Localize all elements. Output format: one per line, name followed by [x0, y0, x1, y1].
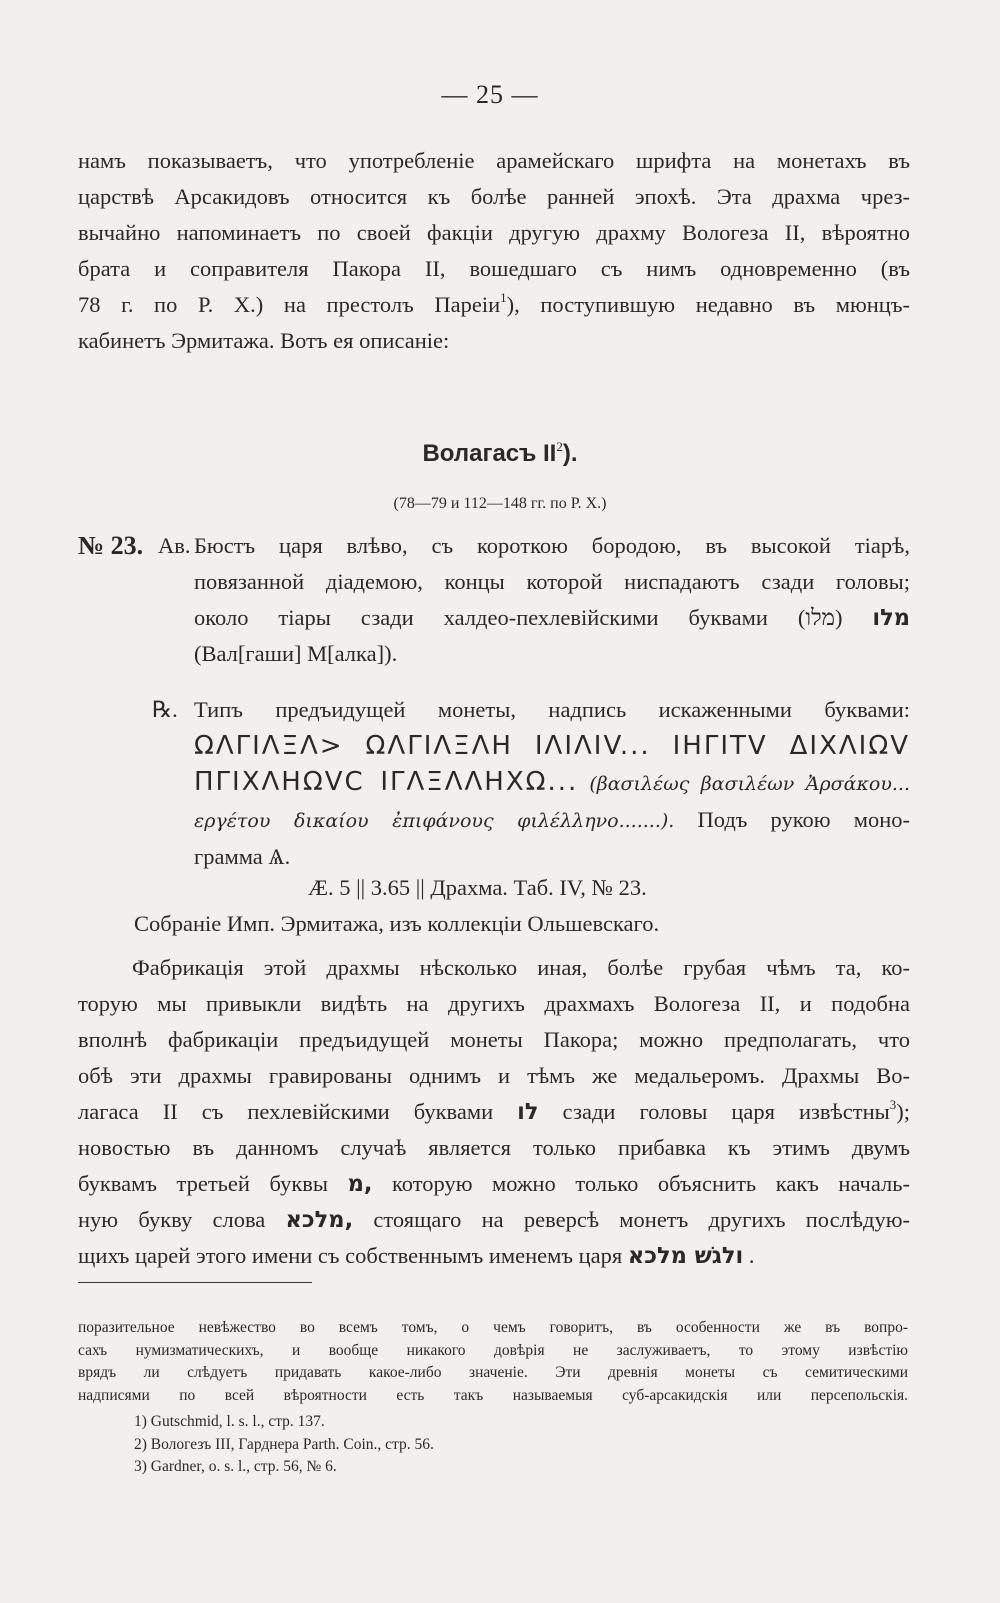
footnote-line: надписями по всей вѣроятности есть такъ называемыя суб-арсакидскія или персепольскія. — [78, 1386, 908, 1404]
heading-text: Волагасъ II — [422, 440, 557, 467]
hebrew-letters: מ, — [347, 1171, 373, 1197]
text-line: кабинетъ Эрмитажа. Вотъ ея описаніе: — [78, 328, 450, 353]
text-line: новостью въ данномъ случаѣ является только прибавка къ этимъ двумъ — [78, 1135, 910, 1160]
text-line: торую мы привыкли видѣть на другихъ драхмахъ Вологеза II, и подобна — [78, 991, 910, 1016]
footnote-item: 3) Gardner, o. s. l., стр. 56, № 6. — [134, 1458, 337, 1475]
text-segment: лагаса II съ пехлевійскими буквами — [78, 1099, 494, 1124]
text-line: Бюстъ царя влѣво, съ короткою бородою, въ высокой тіарѣ, — [194, 533, 910, 558]
text-line: вполнѣ фабрикаціи предъидущей монеты Пакора; можно предполагать, что — [78, 1027, 910, 1052]
text-line: обѣ эти драхмы гравированы однимъ и тѣмъ же медальеромъ. Драхмы Во- — [78, 1063, 910, 1088]
footnote-ref: 1 — [500, 290, 507, 305]
paragraph-1 — [78, 143, 910, 359]
footnote-line: поразительное невѣжество во всемъ томъ, о чемъ говоритъ, въ особенности же въ вопро- — [78, 1319, 908, 1336]
pehlevi-letters: מלו — [872, 605, 911, 631]
text-segment: около тіары сзади халдео-пехлевійскими буквами — [194, 605, 768, 630]
hebrew-letters: ולגשׁ מלכא — [627, 1243, 744, 1269]
text-line: вычайно напоминаетъ по своей факціи другую драхму Вологеза II, вѣроятно — [78, 220, 910, 245]
entry-number: № 23. — [78, 531, 144, 560]
paragraph-2 — [78, 950, 910, 1274]
footnote-line: врядъ ли слѣдуетъ придавать какое-либо значеніе. Эти древнія монеты съ семитическими — [78, 1364, 908, 1381]
footnote-ref: 2 — [556, 439, 563, 454]
obverse-description — [194, 528, 910, 672]
reverse-description — [194, 692, 910, 875]
text-line: намъ показываетъ, что употребленіе арамейскаго шрифта на монетахъ въ — [78, 148, 910, 173]
greek-legend-line: ΩΛΓΙΛΞΛ> ΩΛΓΙΛΞΛΗ ΙΛΙΛΙV... ΙΗΓΙΤV ΔΙΧΛΙΩV — [194, 731, 910, 761]
greek-transcription: (βασιλέως βασιλέων Ἀρσάκου... — [589, 773, 911, 795]
greek-transcription: εργέτου δικαίου ἐπιφάνους φιλέλληνο.......). — [194, 810, 675, 832]
hebrew-letters: (מלו) — [797, 605, 843, 630]
text-segment: сзади головы царя извѣстны — [562, 1099, 890, 1124]
text-line — [194, 764, 910, 802]
text-segment: которую можно только объяснить какъ началь- — [391, 1171, 911, 1196]
text-line: Типъ предъидущей монеты, надпись искаженными буквами: — [194, 697, 910, 722]
text-line: (Вал[гаши] М[алка]). — [194, 641, 398, 666]
text-line: брата и соправителя Пакора II, вошедшаго съ нимъ одновременно (въ — [78, 256, 910, 281]
monogram: Ѧ. — [268, 844, 291, 869]
reverse-mark: ℞. — [152, 697, 178, 722]
text-segment: буквамъ третьей буквы — [78, 1171, 329, 1196]
date-range: (78—79 и 112—148 гг. по Р. Х.) — [393, 495, 607, 512]
greek-legend: ΠΓΙΧΛΗΩVC ΙΓΛΞΛΛΗΧΩ... — [194, 767, 579, 797]
text-segment: ); — [896, 1099, 910, 1124]
text-segment: щихъ царей этого имени съ собственнымъ именемъ царя — [78, 1243, 623, 1268]
text-line — [78, 1202, 910, 1238]
text-segment: стоящаго на реверсѣ монетъ другихъ послѣдую- — [373, 1207, 911, 1232]
footnote-list — [78, 1411, 908, 1479]
text-line: повязанной діадемою, концы которой ниспадаютъ сзади головы; — [194, 569, 910, 594]
text-line: царствѣ Арсакидовъ относится къ болѣе ранней эпохѣ. Эта драхма чрез- — [78, 184, 910, 209]
text-line — [194, 802, 910, 839]
text-line — [78, 1166, 910, 1202]
footnote-continuation — [78, 1317, 908, 1407]
footnote-item: 2) Вологезъ III, Гарднера Parth. Coin., стр. 56. — [134, 1435, 434, 1453]
coin-specs: Æ. 5 || 3.65 || Драхма. Таб. IV, № 23. — [308, 875, 647, 900]
text-line: Фабрикація этой драхмы нѣсколько иная, болѣе грубая чѣмъ та, ко- — [132, 955, 910, 980]
footnote-divider — [78, 1282, 312, 1283]
hebrew-letters: מלכא, — [285, 1207, 354, 1233]
obverse-label: Ав. — [158, 533, 191, 558]
text-line — [194, 600, 910, 636]
footnote-line: сахъ нумизматическихъ, и вообще никакого довѣрія не заслуживаетъ, то этому извѣстію — [78, 1341, 908, 1359]
text-line: щихъ царей этого имени съ собственнымъ именемъ царя ולגשׁ מלכא . — [78, 1243, 755, 1269]
section-heading — [0, 440, 1000, 468]
text-line — [78, 287, 910, 323]
text-segment: 78 г. по Р. Х.) на престолъ Пареіи — [78, 292, 501, 317]
footnote-ref: 3 — [889, 1097, 897, 1112]
hebrew-letters: לו — [517, 1099, 539, 1125]
heading-tail: ). — [562, 440, 578, 467]
text-segment: грамма — [194, 844, 263, 869]
footnote-item: 1) Gutschmid, l. s. l., стр. 137. — [134, 1413, 325, 1430]
text-line — [78, 1094, 910, 1130]
collection-source: Собраніе Имп. Эрмитажа, изъ коллекціи Ольшевскаго. — [134, 911, 660, 936]
text-segment: ), поступившую недавно въ мюнцъ- — [506, 292, 910, 317]
text-segment: ную букву слова — [78, 1207, 266, 1232]
text-segment: Подъ рукою моно- — [697, 807, 911, 832]
page-number: — 25 — — [441, 80, 539, 109]
